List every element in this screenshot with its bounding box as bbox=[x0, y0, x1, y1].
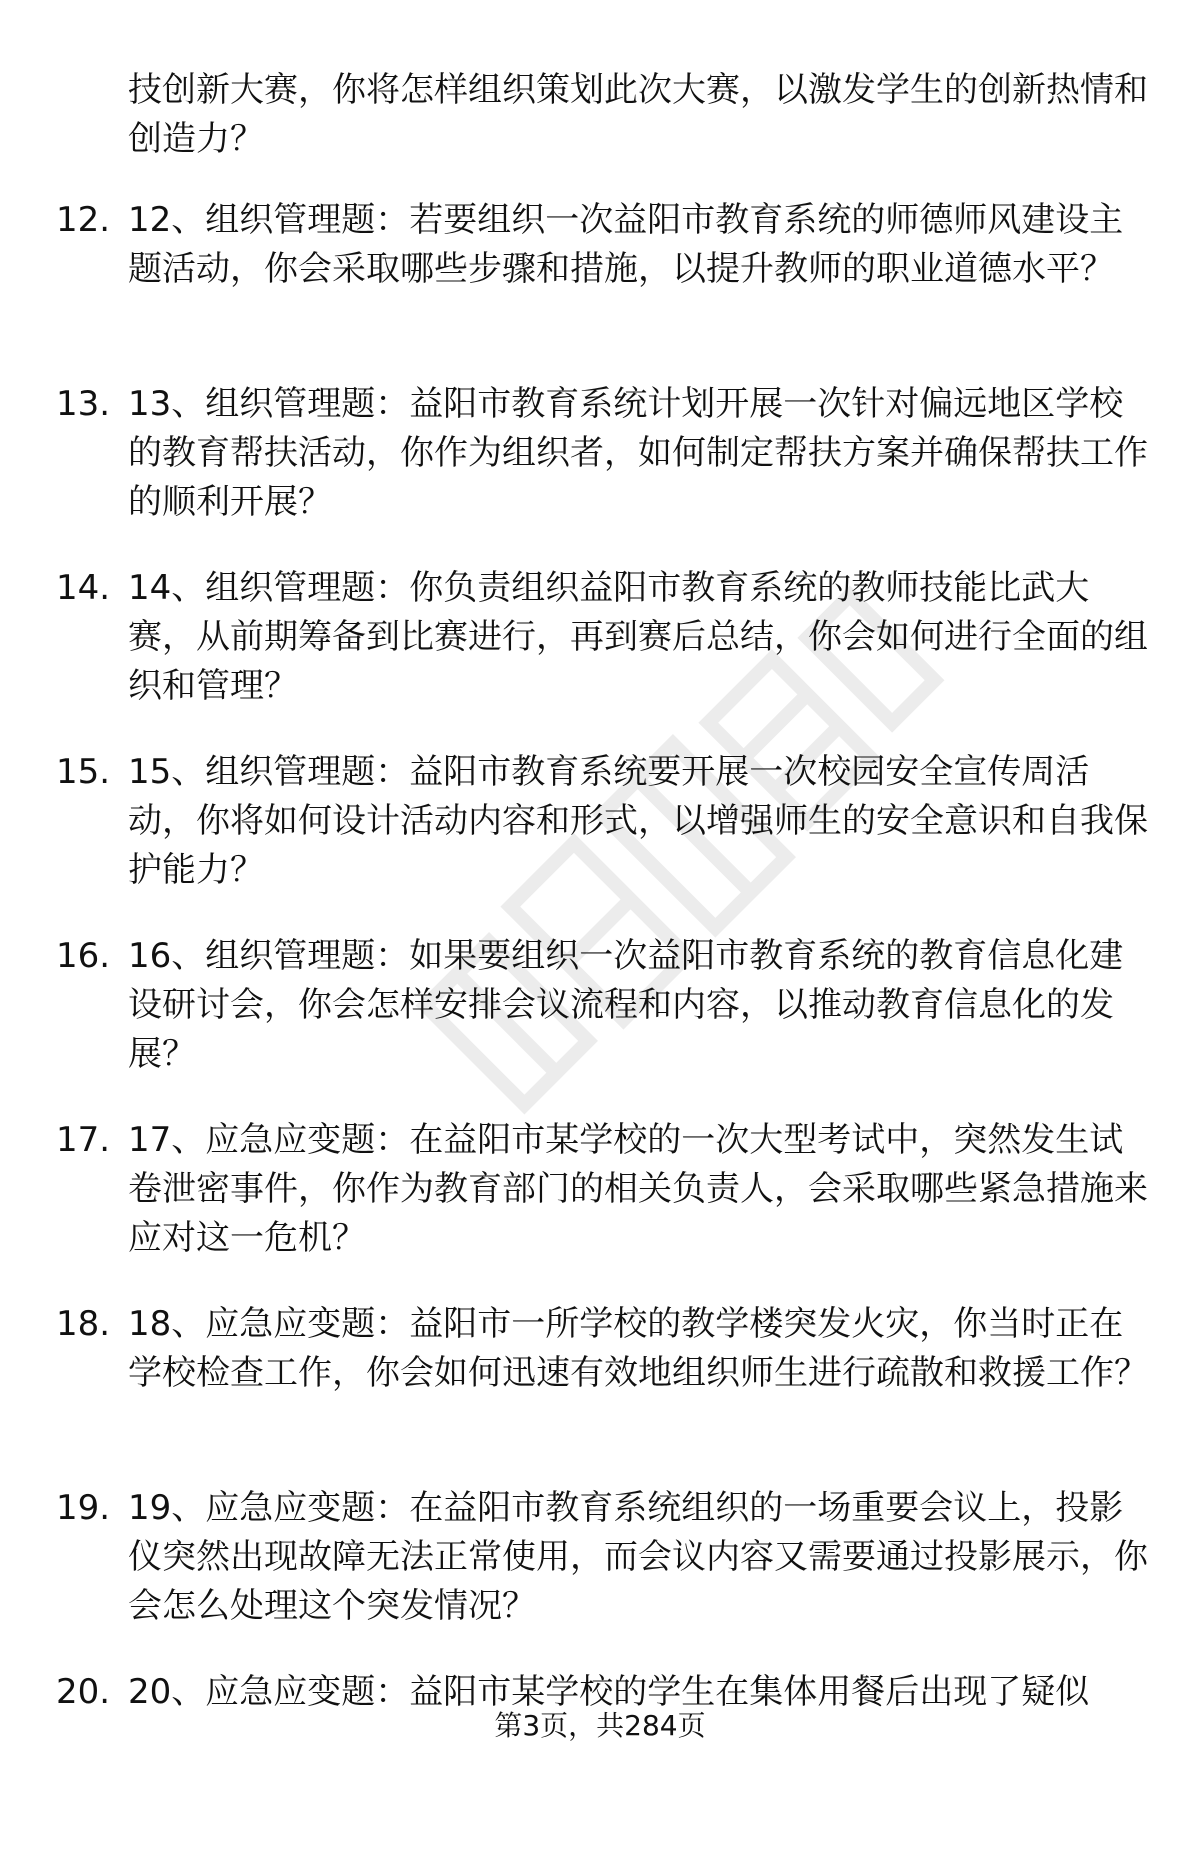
question-number: 14. bbox=[56, 568, 111, 608]
question-number: 17. bbox=[56, 1120, 111, 1160]
question-text: 18、应急应变题：益阳市一所学校的教学楼突发火灾，你当时正在学校检查工作，你会如何迅速有效地组织师生进行疏散和救援工作？ bbox=[128, 1304, 1148, 1393]
question-text: 12、组织管理题：若要组织一次益阳市教育系统的师德师风建设主题活动，你会采取哪些步骤和措施，以提升教师的职业道德水平？ bbox=[128, 200, 1124, 289]
question-text: 14、组织管理题：你负责组织益阳市教育系统的教师技能比武大赛，从前期筹备到比赛进行，再到赛后总结，你会如何进行全面的组织和管理？ bbox=[128, 568, 1148, 706]
question-list bbox=[0, 196, 1200, 1852]
question-item bbox=[0, 564, 1200, 748]
continuation-paragraph: 技创新大赛，你将怎样组织策划此次大赛，以激发学生的创新热情和创造力？ bbox=[128, 70, 1148, 159]
question-item bbox=[0, 1668, 1200, 1852]
question-number: 19. bbox=[56, 1488, 111, 1528]
question-text: 16、组织管理题：如果要组织一次益阳市教育系统的教育信息化建设研讨会，你会怎样安排会议流程和内容，以推动教育信息化的发展？ bbox=[128, 936, 1124, 1074]
question-item bbox=[0, 196, 1200, 380]
question-text: 20、应急应变题：益阳市某学校的学生在集体用餐后出现了疑似 bbox=[128, 1672, 1090, 1712]
question-item bbox=[0, 1484, 1200, 1668]
question-number: 16. bbox=[56, 936, 111, 976]
question-text: 19、应急应变题：在益阳市教育系统组织的一场重要会议上，投影仪突然出现故障无法正常使用，而会议内容又需要通过投影展示，你会怎么处理这个突发情况？ bbox=[128, 1488, 1148, 1626]
question-item bbox=[0, 932, 1200, 1116]
question-text: 15、组织管理题：益阳市教育系统要开展一次校园安全宣传周活动，你将如何设计活动内容和形式，以增强师生的安全意识和自我保护能力？ bbox=[128, 752, 1148, 890]
question-item bbox=[0, 380, 1200, 564]
question-number: 13. bbox=[56, 384, 111, 424]
question-item bbox=[0, 1116, 1200, 1300]
question-item bbox=[0, 748, 1200, 932]
question-text: 17、应急应变题：在益阳市某学校的一次大型考试中，突然发生试卷泄密事件，你作为教育部门的相关负责人，会采取哪些紧急措施来应对这一危机？ bbox=[128, 1120, 1148, 1258]
question-number: 20. bbox=[56, 1672, 111, 1712]
question-text: 13、组织管理题：益阳市教育系统计划开展一次针对偏远地区学校的教育帮扶活动，你作为组织者，如何制定帮扶方案并确保帮扶工作的顺利开展？ bbox=[128, 384, 1148, 522]
question-number: 18. bbox=[56, 1304, 111, 1344]
page-footer: 第3页，共284页 bbox=[494, 1709, 706, 1742]
question-number: 15. bbox=[56, 752, 111, 792]
question-number: 12. bbox=[56, 200, 111, 240]
question-item bbox=[0, 1300, 1200, 1484]
